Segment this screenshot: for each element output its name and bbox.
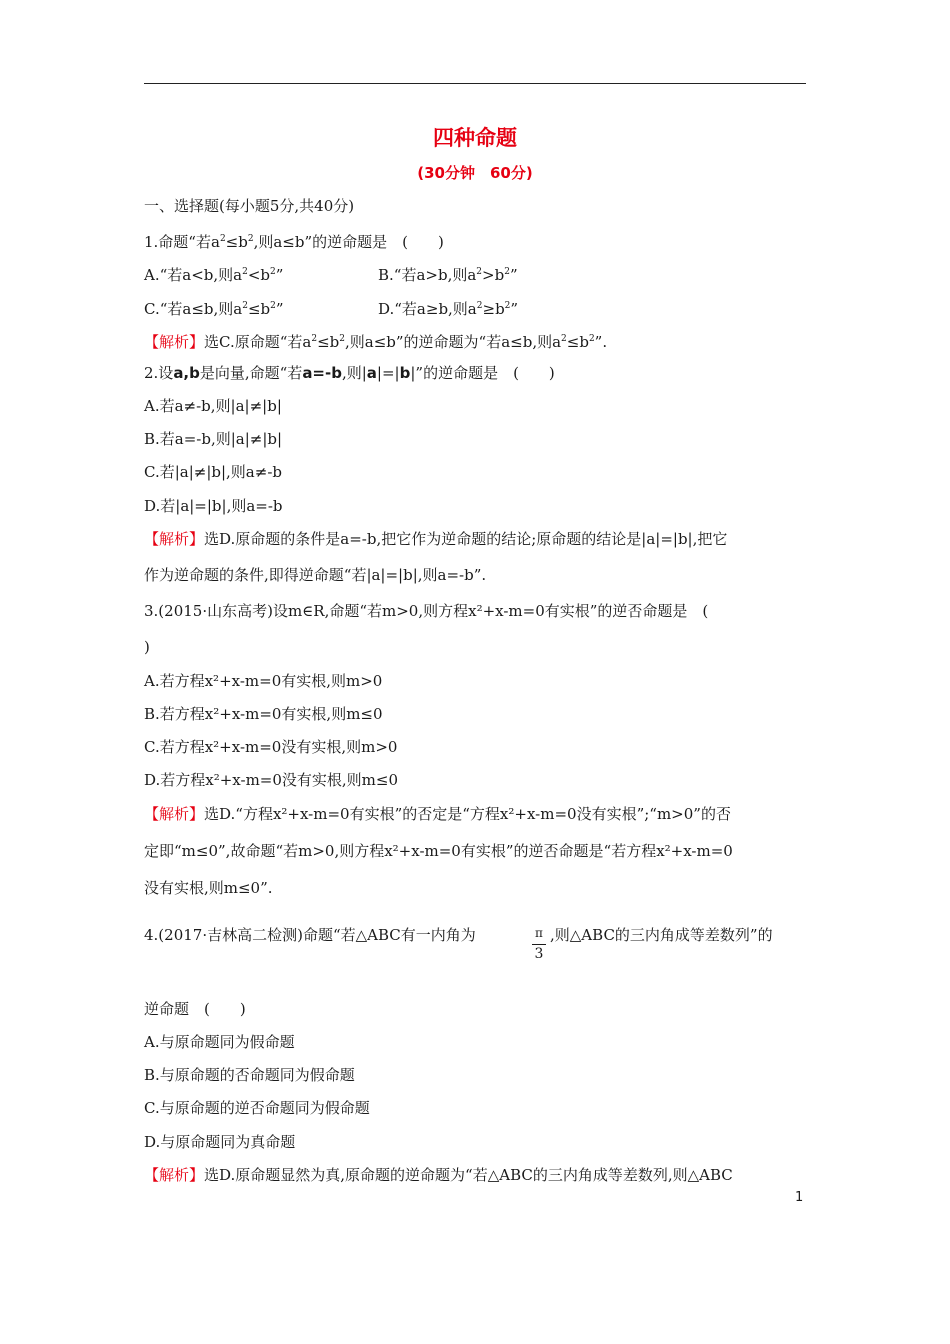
q1-option-a: A.“若a<b,则$a^2<b^2$” [144, 266, 284, 284]
page-subtitle: (30分钟 60分) [417, 164, 533, 182]
analysis-tag: 【解析】 [144, 530, 205, 548]
q4-stem-line1a: 4.(2017·吉林高二检测)命题“若△ABC有一内角为 [144, 926, 476, 944]
q3-analysis-line1: 【解析】选D.“方程x²+x-m=0有实根”的否定是“方程x²+x-m=0没有实根”;“m>0”的否 [144, 805, 731, 823]
q4-option-d: D.与原命题同为真命题 [144, 1133, 296, 1151]
page-number: 1 [795, 1190, 804, 1205]
analysis-tag: 【解析】 [144, 1166, 205, 1184]
q1-option-b: B.“若a>b,则$a^2>b^2$” [378, 266, 518, 284]
q3-option-b: B.若方程x²+x-m=0有实根,则m≤0 [144, 705, 383, 723]
q3-option-d: D.若方程x²+x-m=0没有实根,则m≤0 [144, 771, 399, 789]
header-rule [144, 83, 806, 84]
analysis-tag: 【解析】 [144, 805, 205, 823]
q1-analysis: 【解析】选C.原命题“若$a^2\le b^2$,则a≤b”的逆命题为“若a≤b,则$a^2\le b^2$”. [144, 333, 608, 351]
q1-stem: 1.命题“若$a^2\le b^2$,则a≤b”的逆命题是 ( ) [144, 233, 444, 251]
q1-option-c: C.“若a≤b,则$a^2\le b^2$” [144, 300, 284, 318]
q2-analysis-line2: 作为逆命题的条件,即得逆命题“若|a|=|b|,则a=-b”. [144, 566, 487, 584]
fraction-pi-over-3: $\frac{\pi}{3}$ [532, 926, 546, 961]
q2-option-c: C.若|a|≠|b|,则a≠-b [144, 463, 282, 481]
q4-option-b: B.与原命题的否命题同为假命题 [144, 1066, 355, 1084]
q4-option-c: C.与原命题的逆否命题同为假命题 [144, 1099, 370, 1117]
q3-stem-line2: ) [144, 638, 150, 656]
analysis-tag: 【解析】 [144, 333, 205, 351]
q3-analysis-line3: 没有实根,则m≤0”. [144, 879, 273, 897]
q3-analysis-line2: 定即“m≤0”,故命题“若m>0,则方程x²+x-m=0有实根”的逆否命题是“若方程x²+x-m=0 [144, 842, 733, 860]
q4-option-a: A.与原命题同为假命题 [144, 1033, 295, 1051]
q2-stem: 2.设a,b是向量,命题“若a=-b,则|a|=|b|”的逆命题是 ( ) [144, 364, 555, 382]
q3-stem-line1: 3.(2015·山东高考)设m∈R,命题“若m>0,则方程x²+x-m=0有实根”的逆否命题是 ( [144, 602, 709, 620]
q2-option-a: A.若a≠-b,则|a|≠|b| [144, 397, 282, 415]
q3-option-a: A.若方程x²+x-m=0有实根,则m>0 [144, 672, 383, 690]
q4-analysis-line1: 【解析】选D.原命题显然为真,原命题的逆命题为“若△ABC的三内角成等差数列,则△ABC [144, 1166, 733, 1184]
q1-option-d: D.“若a≥b,则$a^2\ge b^2$” [378, 300, 519, 318]
q3-option-c: C.若方程x²+x-m=0没有实根,则m>0 [144, 738, 398, 756]
q4-stem-line2: 逆命题 ( ) [144, 1000, 246, 1018]
page-title: 四种命题 [433, 126, 517, 150]
q2-option-d: D.若|a|=|b|,则a=-b [144, 497, 283, 515]
q4-stem-line1b: ,则△ABC的三内角成等差数列”的 [550, 926, 773, 944]
section-heading: 一、选择题(每小题5分,共40分) [144, 197, 355, 215]
q2-analysis-line1: 【解析】选D.原命题的条件是a=-b,把它作为逆命题的结论;原命题的结论是|a|=|b|,把它 [144, 530, 728, 548]
q2-option-b: B.若a=-b,则|a|≠|b| [144, 430, 283, 448]
